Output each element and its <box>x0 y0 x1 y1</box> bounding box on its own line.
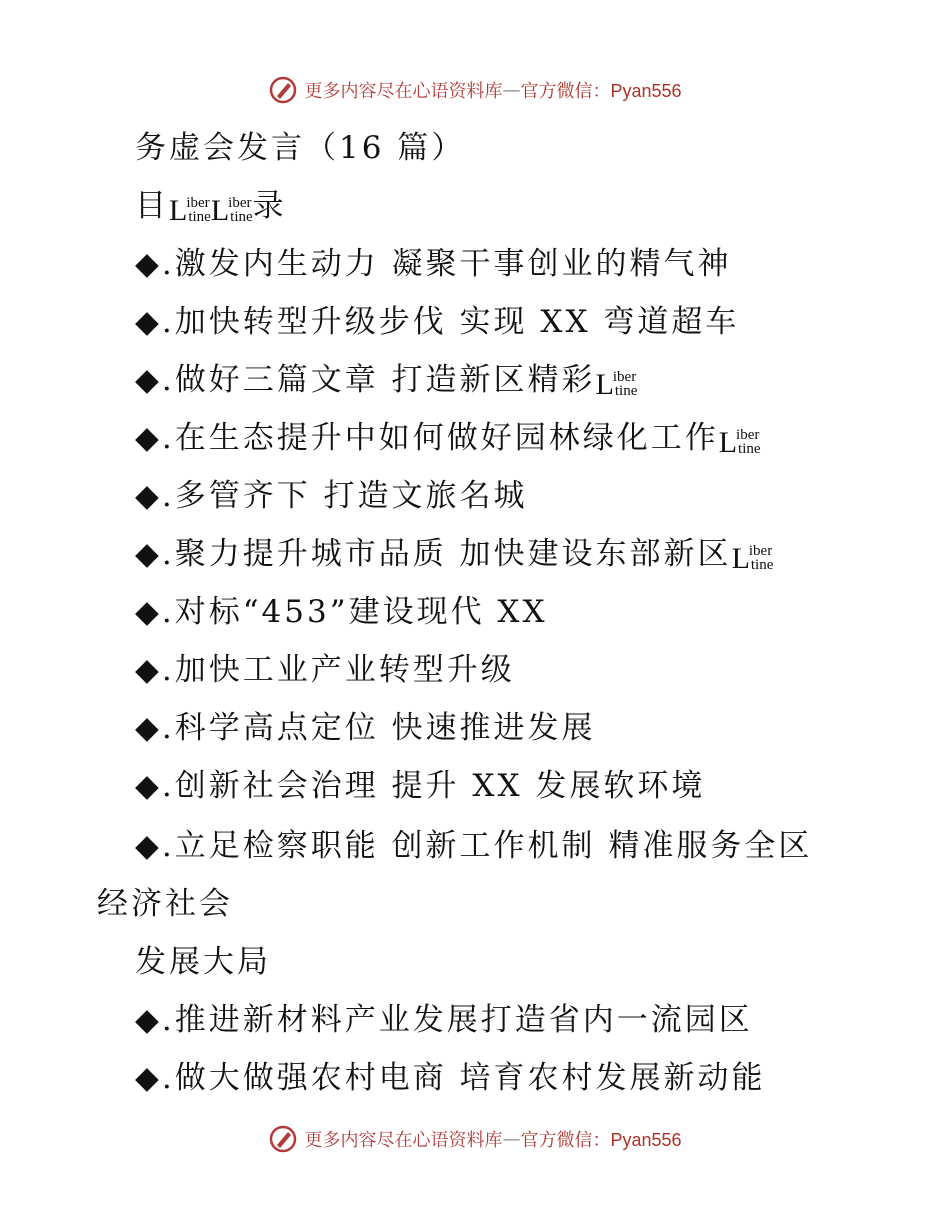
glyph-l: L <box>731 542 750 575</box>
glyph-liberation-2 <box>211 196 253 226</box>
glyph-l: L <box>210 194 230 227</box>
bullet: ◆. <box>135 478 175 514</box>
glyph-liberation-1 <box>169 196 211 226</box>
glyph-bottom: tine <box>188 209 211 225</box>
bullet: ◆. <box>135 828 175 864</box>
toc-item-text: 做大做强农村电商 培育农村发展新动能 <box>174 1060 766 1096</box>
toc-item <box>0 472 950 520</box>
toc-item <box>0 822 950 870</box>
toc-item-text: 加快工业产业转型升级 <box>174 652 515 688</box>
title-text: 务虚会发言（16 篇） <box>135 130 466 166</box>
toc-item <box>0 298 950 346</box>
toc-item <box>0 356 950 404</box>
toc-label-end: 录 <box>252 188 287 224</box>
toc-item <box>0 530 950 578</box>
toc-item-text: 创新社会治理 提升 XX 发展软环境 <box>174 768 706 804</box>
watermark-text: 更多内容尽在心语资料库 <box>304 81 503 102</box>
continuation-text: 经济社会 <box>97 886 233 922</box>
bullet: ◆. <box>135 768 175 804</box>
watermark-tail: 官方微信：Pyan556 <box>520 1130 682 1150</box>
toc-item <box>0 996 950 1044</box>
bullet: ◆. <box>135 1060 175 1096</box>
watermark-tail: 官方微信：Pyan556 <box>520 81 682 101</box>
watermark-separator: — <box>502 79 521 101</box>
glyph-liberation <box>719 428 761 458</box>
bullet: ◆. <box>135 536 175 572</box>
watermark-banner-top <box>0 73 950 107</box>
glyph-l: L <box>169 194 188 227</box>
glyph-liberation <box>596 370 638 400</box>
toc-item <box>0 588 950 636</box>
toc-item-text: 激发内生动力 凝聚干事创业的精气神 <box>174 246 732 282</box>
bullet: ◆. <box>135 304 175 340</box>
watermark-text: 更多内容尽在心语资料库 <box>304 1130 503 1151</box>
toc-item-continuation <box>0 880 950 928</box>
toc-heading <box>0 182 950 230</box>
glyph-top: iber <box>228 195 252 211</box>
toc-item-continuation <box>0 938 950 986</box>
toc-item-text: 立足检察职能 创新工作机制 精准服务全区 <box>174 828 813 864</box>
toc-item-text: 加快转型升级步伐 实现 XX 弯道超车 <box>174 304 740 340</box>
watermark-banner-bottom <box>0 1122 950 1156</box>
bullet: ◆. <box>135 652 175 688</box>
toc-label: 目 <box>135 188 169 224</box>
toc-item-text: 做好三篇文章 打造新区精彩 <box>174 362 596 398</box>
glyph-bottom: tine <box>230 209 253 225</box>
glyph-top: iber <box>612 369 637 385</box>
toc-item-text: 科学高点定位 快速推进发展 <box>174 710 596 746</box>
bullet: ◆. <box>135 1002 175 1038</box>
bullet: ◆. <box>135 362 175 398</box>
glyph-top: iber <box>736 427 760 443</box>
toc-item-text: 在生态提升中如何做好园林绿化工作 <box>174 420 719 456</box>
toc-item <box>0 704 950 752</box>
toc-item <box>0 414 950 462</box>
toc-item <box>0 240 950 288</box>
toc-item-text: 多管齐下 打造文旅名城 <box>174 478 528 514</box>
toc-item-text: 对标“453”建设现代 XX <box>174 594 548 630</box>
bullet: ◆. <box>135 420 175 456</box>
bullet: ◆. <box>135 594 175 630</box>
bullet: ◆. <box>135 246 175 282</box>
glyph-top: iber <box>748 543 773 559</box>
glyph-bottom: tine <box>614 383 638 399</box>
glyph-l: L <box>595 368 614 401</box>
toc-item-text: 聚力提升城市品质 加快建设东部新区 <box>174 536 732 572</box>
pen-logo-icon <box>268 1124 298 1154</box>
glyph-liberation <box>732 544 774 574</box>
toc-item <box>0 646 950 694</box>
watermark-separator: — <box>502 1128 521 1150</box>
pen-logo-icon <box>268 75 298 105</box>
toc-item <box>0 1054 950 1102</box>
continuation-text: 发展大局 <box>135 944 271 980</box>
glyph-bottom: tine <box>750 557 774 573</box>
document-title <box>0 124 950 172</box>
glyph-l: L <box>718 426 738 459</box>
bullet: ◆. <box>135 710 175 746</box>
glyph-top: iber <box>186 195 210 211</box>
toc-item <box>0 762 950 810</box>
toc-item-text: 推进新材料产业发展打造省内一流园区 <box>174 1002 753 1038</box>
glyph-bottom: tine <box>738 441 761 457</box>
